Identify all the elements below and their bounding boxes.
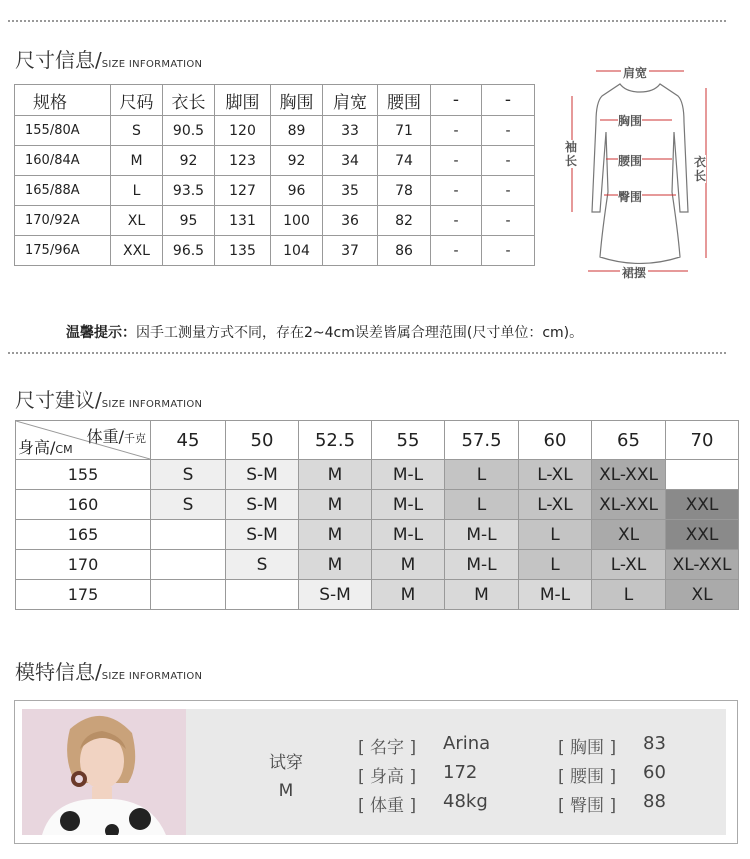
suggest-cell bbox=[151, 520, 226, 550]
size-cell: 35 bbox=[323, 176, 378, 206]
suggest-cell: S bbox=[226, 550, 299, 580]
name-label: [ 名字 ] bbox=[358, 738, 417, 758]
weight-header: 70 bbox=[666, 421, 739, 460]
bust-value: 83 bbox=[643, 733, 666, 754]
suggest-cell: S bbox=[151, 490, 226, 520]
size-cell: 131 bbox=[215, 206, 271, 236]
suggest-cell: XXL bbox=[666, 490, 739, 520]
weight-header: 60 bbox=[519, 421, 592, 460]
section-title-cn: 模特信息/ bbox=[15, 660, 102, 684]
model-card bbox=[14, 700, 738, 844]
waist-label: [ 腰围 ] bbox=[558, 767, 617, 787]
header-cell: - bbox=[482, 85, 535, 116]
suggest-header-row bbox=[16, 421, 739, 460]
size-cell: 92 bbox=[271, 146, 323, 176]
suggest-cell: M bbox=[299, 460, 372, 490]
model-photo bbox=[22, 709, 186, 835]
size-cell: L bbox=[111, 176, 163, 206]
size-cell: 170/92A bbox=[15, 206, 111, 236]
section-title-en: SIZE INFORMATION bbox=[101, 399, 203, 410]
header-cell: 胸围 bbox=[271, 85, 323, 116]
height-unit: CM bbox=[55, 443, 73, 456]
suggest-cell: XL-XXL bbox=[592, 460, 666, 490]
weight-header: 57.5 bbox=[445, 421, 519, 460]
tip-label: 温馨提示： bbox=[66, 325, 136, 341]
header-cell: 规格 bbox=[15, 85, 111, 116]
size-cell: 155/80A bbox=[15, 116, 111, 146]
height-header: 155 bbox=[16, 460, 151, 490]
suggest-cell: M-L bbox=[445, 550, 519, 580]
shoulder-label: 肩宽 bbox=[623, 66, 648, 80]
suggest-cell: S bbox=[151, 460, 226, 490]
height-header: 175 bbox=[16, 580, 151, 610]
tip-text: 因手工测量方式不同，存在2~4cm误差皆属合理范围(尺寸单位：cm)。 bbox=[136, 325, 584, 341]
suggest-cell: L bbox=[445, 490, 519, 520]
section-title-en: SIZE INFORMATION bbox=[101, 671, 203, 682]
size-cell: 36 bbox=[323, 206, 378, 236]
size-cell: 93.5 bbox=[163, 176, 215, 206]
hem-label: 裙摆 bbox=[622, 266, 647, 280]
suggest-cell: M bbox=[299, 520, 372, 550]
suggest-cell bbox=[226, 580, 299, 610]
size-cell: 71 bbox=[378, 116, 431, 146]
suggest-cell: M-L bbox=[372, 460, 445, 490]
sleeve-label: 袖长 bbox=[565, 140, 578, 168]
height-header: 170 bbox=[16, 550, 151, 580]
suggest-cell: XL-XXL bbox=[666, 550, 739, 580]
size-cell: 34 bbox=[323, 146, 378, 176]
suggest-cell: L bbox=[445, 460, 519, 490]
suggest-cell: M-L bbox=[519, 580, 592, 610]
hip-label: 臀围 bbox=[618, 190, 643, 204]
suggest-row bbox=[16, 490, 739, 520]
size-cell: XXL bbox=[111, 236, 163, 266]
size-suggest-table bbox=[15, 420, 739, 610]
height-header: 165 bbox=[16, 520, 151, 550]
model-info-title bbox=[15, 656, 202, 685]
size-cell: 104 bbox=[271, 236, 323, 266]
size-table-row bbox=[15, 146, 535, 176]
suggest-cell bbox=[151, 550, 226, 580]
size-table-row bbox=[15, 206, 535, 236]
size-cell: 165/88A bbox=[15, 176, 111, 206]
height-label: 身高/ bbox=[18, 438, 56, 457]
size-cell: 96 bbox=[271, 176, 323, 206]
weight-value: 48kg bbox=[443, 791, 488, 812]
suggest-cell: M bbox=[372, 550, 445, 580]
size-table bbox=[14, 84, 535, 266]
size-cell: 74 bbox=[378, 146, 431, 176]
header-cell: 肩宽 bbox=[323, 85, 378, 116]
size-cell: 95 bbox=[163, 206, 215, 236]
suggest-cell: L-XL bbox=[519, 460, 592, 490]
suggest-cell: S-M bbox=[226, 460, 299, 490]
name-value: Arina bbox=[443, 733, 491, 754]
hip-label: [ 臀围 ] bbox=[558, 796, 617, 816]
height-label: [ 身高 ] bbox=[358, 767, 417, 787]
size-cell: - bbox=[431, 206, 482, 236]
suggest-cell: M-L bbox=[372, 490, 445, 520]
section-title-en: SIZE INFORMATION bbox=[101, 59, 203, 70]
weight-unit: 千克 bbox=[124, 432, 146, 445]
size-cell: - bbox=[482, 206, 535, 236]
suggest-row bbox=[16, 550, 739, 580]
size-cell: - bbox=[431, 236, 482, 266]
size-cell: 89 bbox=[271, 116, 323, 146]
size-table-row bbox=[15, 236, 535, 266]
weight-label: 体重/ bbox=[86, 427, 124, 446]
suggest-cell: M bbox=[299, 490, 372, 520]
size-table-row bbox=[15, 116, 535, 146]
garment-diagram bbox=[560, 62, 720, 282]
size-cell: 33 bbox=[323, 116, 378, 146]
size-cell: XL bbox=[111, 206, 163, 236]
size-cell: 78 bbox=[378, 176, 431, 206]
height-axis-label bbox=[18, 435, 73, 458]
size-cell: 175/96A bbox=[15, 236, 111, 266]
size-cell: - bbox=[482, 176, 535, 206]
suggest-cell: XL bbox=[592, 520, 666, 550]
header-cell: 尺码 bbox=[111, 85, 163, 116]
size-cell: - bbox=[482, 116, 535, 146]
size-cell: 96.5 bbox=[163, 236, 215, 266]
suggest-cell: XL-XXL bbox=[592, 490, 666, 520]
suggest-cell: XL bbox=[666, 580, 739, 610]
suggest-cell: S-M bbox=[299, 580, 372, 610]
suggest-cell bbox=[666, 460, 739, 490]
suggest-cell: M-L bbox=[445, 520, 519, 550]
size-cell: 37 bbox=[323, 236, 378, 266]
size-cell: 82 bbox=[378, 206, 431, 236]
suggest-cell: L-XL bbox=[592, 550, 666, 580]
suggest-cell: L-XL bbox=[519, 490, 592, 520]
size-table-row bbox=[15, 176, 535, 206]
header-cell: 腰围 bbox=[378, 85, 431, 116]
size-info-title bbox=[15, 44, 202, 73]
size-cell: 100 bbox=[271, 206, 323, 236]
weight-header: 50 bbox=[226, 421, 299, 460]
size-cell: 160/84A bbox=[15, 146, 111, 176]
size-cell: M bbox=[111, 146, 163, 176]
size-cell: - bbox=[482, 236, 535, 266]
size-cell: S bbox=[111, 116, 163, 146]
suggest-row bbox=[16, 580, 739, 610]
size-cell: 120 bbox=[215, 116, 271, 146]
bust-label: [ 胸围 ] bbox=[558, 738, 617, 758]
suggest-cell: XXL bbox=[666, 520, 739, 550]
length-label: 衣长 bbox=[694, 155, 707, 183]
size-table-header bbox=[15, 85, 535, 116]
size-cell: 86 bbox=[378, 236, 431, 266]
suggest-row bbox=[16, 460, 739, 490]
size-cell: - bbox=[482, 146, 535, 176]
suggest-cell: L bbox=[519, 520, 592, 550]
height-value: 172 bbox=[443, 762, 478, 783]
weight-header: 65 bbox=[592, 421, 666, 460]
size-cell: 127 bbox=[215, 176, 271, 206]
section-title-cn: 尺寸信息/ bbox=[15, 48, 102, 72]
weight-header: 55 bbox=[372, 421, 445, 460]
height-header: 160 bbox=[16, 490, 151, 520]
measure-tip bbox=[66, 322, 583, 342]
suggest-cell: S-M bbox=[226, 490, 299, 520]
size-cell: 123 bbox=[215, 146, 271, 176]
corner-cell bbox=[16, 421, 151, 460]
weight-header: 52.5 bbox=[299, 421, 372, 460]
size-suggest-title bbox=[15, 384, 202, 413]
suggest-cell: L bbox=[592, 580, 666, 610]
suggest-cell: M bbox=[299, 550, 372, 580]
suggest-cell: S-M bbox=[226, 520, 299, 550]
chest-label: 胸围 bbox=[618, 114, 643, 128]
suggest-cell: M-L bbox=[372, 520, 445, 550]
hip-value: 88 bbox=[643, 791, 666, 812]
suggest-row bbox=[16, 520, 739, 550]
suggest-cell: M bbox=[445, 580, 519, 610]
suggest-cell: L bbox=[519, 550, 592, 580]
try-on bbox=[261, 749, 311, 805]
size-cell: - bbox=[431, 146, 482, 176]
suggest-cell: M bbox=[372, 580, 445, 610]
try-size: M bbox=[278, 781, 294, 801]
size-cell: 135 bbox=[215, 236, 271, 266]
section-title-cn: 尺寸建议/ bbox=[15, 388, 102, 412]
waist-value: 60 bbox=[643, 762, 666, 783]
weight-header: 45 bbox=[151, 421, 226, 460]
size-cell: - bbox=[431, 116, 482, 146]
header-cell: 衣长 bbox=[163, 85, 215, 116]
weight-label: [ 体重 ] bbox=[358, 796, 417, 816]
divider bbox=[8, 352, 726, 354]
model-portrait-icon bbox=[22, 709, 186, 835]
suggest-cell bbox=[151, 580, 226, 610]
divider bbox=[8, 20, 726, 22]
size-cell: - bbox=[431, 176, 482, 206]
try-label: 试穿 bbox=[269, 753, 303, 773]
size-cell: 90.5 bbox=[163, 116, 215, 146]
weight-axis-label bbox=[87, 424, 146, 447]
size-cell: 92 bbox=[163, 146, 215, 176]
header-cell: 脚围 bbox=[215, 85, 271, 116]
waist-label: 腰围 bbox=[618, 154, 643, 168]
header-cell: - bbox=[431, 85, 482, 116]
